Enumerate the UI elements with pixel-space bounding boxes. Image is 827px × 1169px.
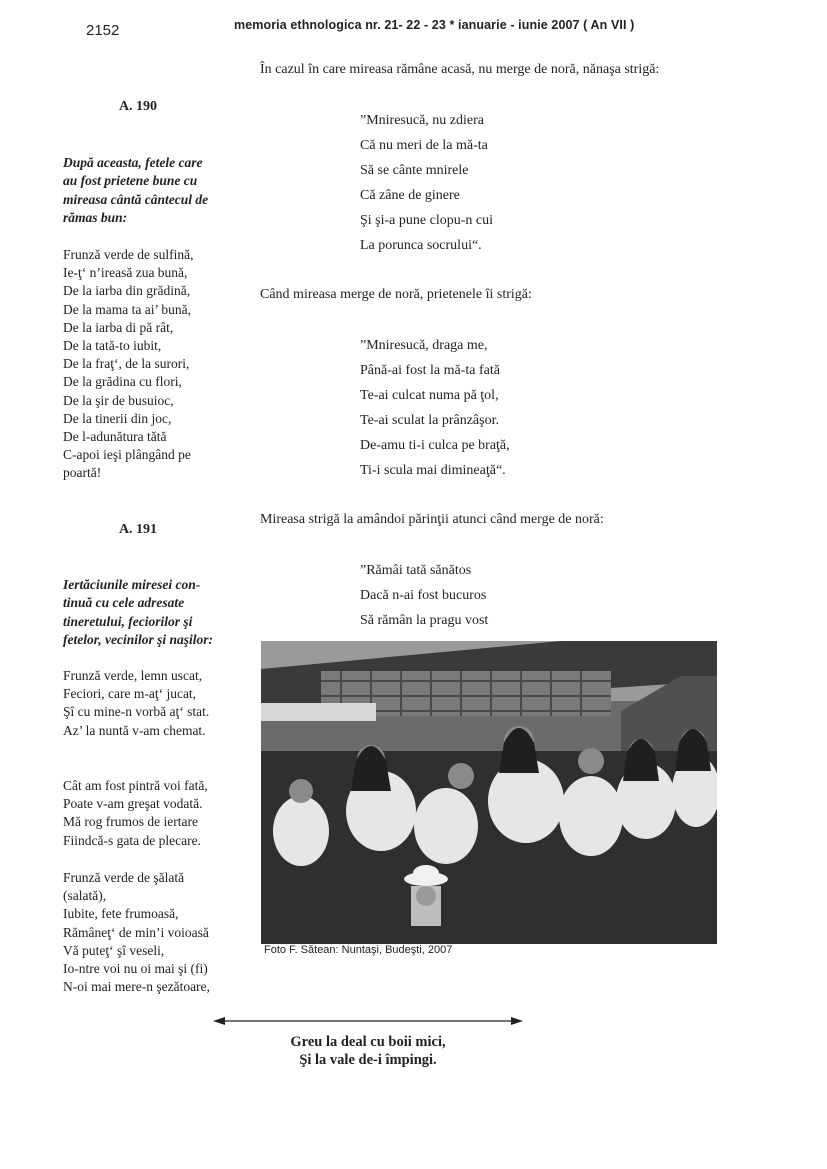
wedding-photo: [261, 641, 717, 944]
poem-line: De la tată-to iubit,: [63, 338, 162, 354]
verse-line: Să rămân la pragu vost: [360, 613, 489, 628]
poem-line: Şî cu mine-n vorbă aţ‘ stat.: [63, 704, 210, 720]
poem-line: Mă rog frumos de iertare: [63, 814, 198, 830]
section-title-a190: A. 190: [118, 99, 158, 114]
page-number: 2152: [86, 22, 120, 39]
verse-line: ”Mniresucă, nu zdiera: [360, 113, 484, 128]
intro-line: au fost prietene bune cu: [63, 173, 198, 189]
intro-line: Iertăciunile miresei con-: [63, 577, 201, 592]
poem-line: Cât am fost pintră voi fată,: [63, 778, 208, 793]
intro-line: După aceasta, fetele care: [63, 155, 203, 170]
poem-line: poartă!: [63, 465, 102, 481]
poem-line: De la şir de busuioc,: [63, 392, 174, 408]
intro-line: mireasa cântă cântecul de: [63, 191, 209, 207]
poem-line: N-oi mai mere-n şezătoare,: [63, 979, 210, 995]
poem-line: Ie-ţ‘ n’ireasă zua bună,: [63, 265, 188, 281]
poem-line: C-apoi ieşi plângând pe: [63, 447, 191, 463]
poem-line: De la iarba din grădină,: [63, 283, 191, 299]
intro-line: tineretului, feciorilor şi: [63, 613, 193, 629]
poem-line: (salată),: [63, 888, 107, 904]
poem-line: Feciori, care m-aţ‘ jucat,: [63, 686, 197, 702]
verse-line: Te-ai culcat numa pă ţol,: [360, 388, 499, 403]
poem-line: Io-ntre voi nu oi mai şi (fi): [63, 961, 208, 977]
verse-1: [360, 108, 493, 258]
stanza-a191-2: [63, 777, 243, 850]
intro-line: rămas bun:: [63, 209, 128, 225]
poem-line: De la mama ta ai’ bună,: [63, 301, 191, 317]
verse-line: Să se cânte mnirele: [360, 163, 469, 178]
photo-caption: Foto F. Sătean: Nuntaşi, Budeşti, 2007: [264, 944, 453, 956]
poem-line: De la iarba di pă rât,: [63, 319, 174, 335]
poem-line: Vă puteţ‘ şî veseli,: [63, 942, 165, 958]
verse-line: ”Rămâi tată sănătos: [360, 563, 472, 578]
poem-line: De l-adunătura tătă: [63, 429, 167, 445]
poem-line: Frunză verde de şălată: [63, 870, 185, 885]
poem-line: De la grădina cu flori,: [63, 374, 182, 390]
poem-line: Rămâneţ‘ de min’i voioasă: [63, 924, 209, 940]
stanza-a191-1: [63, 667, 243, 740]
poem-line: De la tinerii din joc,: [63, 410, 172, 426]
poem-line: De la fraţ‘, de la surori,: [63, 356, 190, 372]
paragraph-1: În cazul în care mireasa rămâne acasă, nu merge de noră, nănaşa strigă:: [260, 62, 660, 77]
intro-line: tinuă cu cele adresate: [63, 595, 185, 611]
verse-line: Că nu meri de la mă-ta: [360, 138, 488, 153]
poem-line: Frunză verde, lemn uscat,: [63, 668, 203, 683]
verse-2: [360, 333, 510, 483]
verse-line: Şi şi-a pune clopu-n cui: [360, 213, 493, 228]
verse-3: [360, 558, 488, 633]
paragraph-2: Când mireasa merge de noră, prietenele îi strigă:: [260, 287, 532, 302]
poem-a190: [63, 246, 243, 483]
verse-line: ”Mniresucă, draga me,: [360, 338, 488, 353]
proverb: [213, 1033, 523, 1069]
poem-line: Poate v-am greşat vodată.: [63, 796, 203, 812]
verse-line: La porunca socrului“.: [360, 238, 482, 253]
intro-a190: [63, 154, 243, 227]
poem-line: Fiindcă-s gata de plecare.: [63, 832, 201, 848]
poem-line: Iubite, fete frumoasă,: [63, 906, 179, 922]
paragraph-3: Mireasa strigă la amândoi părinţii atunci când merge de noră:: [260, 512, 604, 527]
journal-header: memoria ethnologica nr. 21- 22 - 23 * ianuarie - iunie 2007 ( An VII ): [234, 18, 635, 32]
verse-line: Te-ai sculat la prânzâşor.: [360, 413, 499, 428]
verse-line: De-amu ti-i culca pe braţă,: [360, 438, 510, 453]
verse-line: Că zâne de ginere: [360, 188, 460, 203]
verse-line: Ti-i scula mai dimineaţă“.: [360, 463, 506, 478]
intro-line: fetelor, vecinilor şi naşilor:: [63, 631, 213, 647]
poem-line: Az’ la nuntă v-am chemat.: [63, 722, 206, 738]
verse-line: Până-ai fost la mă-ta fată: [360, 363, 500, 378]
stanza-a191-3: [63, 869, 243, 996]
double-arrow-divider: [213, 1013, 523, 1023]
poem-line: Frunză verde de sulfină,: [63, 247, 194, 262]
section-title-a191: A. 191: [118, 522, 158, 537]
intro-a191: [63, 576, 243, 649]
proverb-line: Greu la deal cu boii mici,: [290, 1034, 446, 1050]
proverb-line: Şi la vale de-i împingi.: [299, 1052, 437, 1068]
verse-line: Dacă n-ai fost bucuros: [360, 588, 487, 603]
